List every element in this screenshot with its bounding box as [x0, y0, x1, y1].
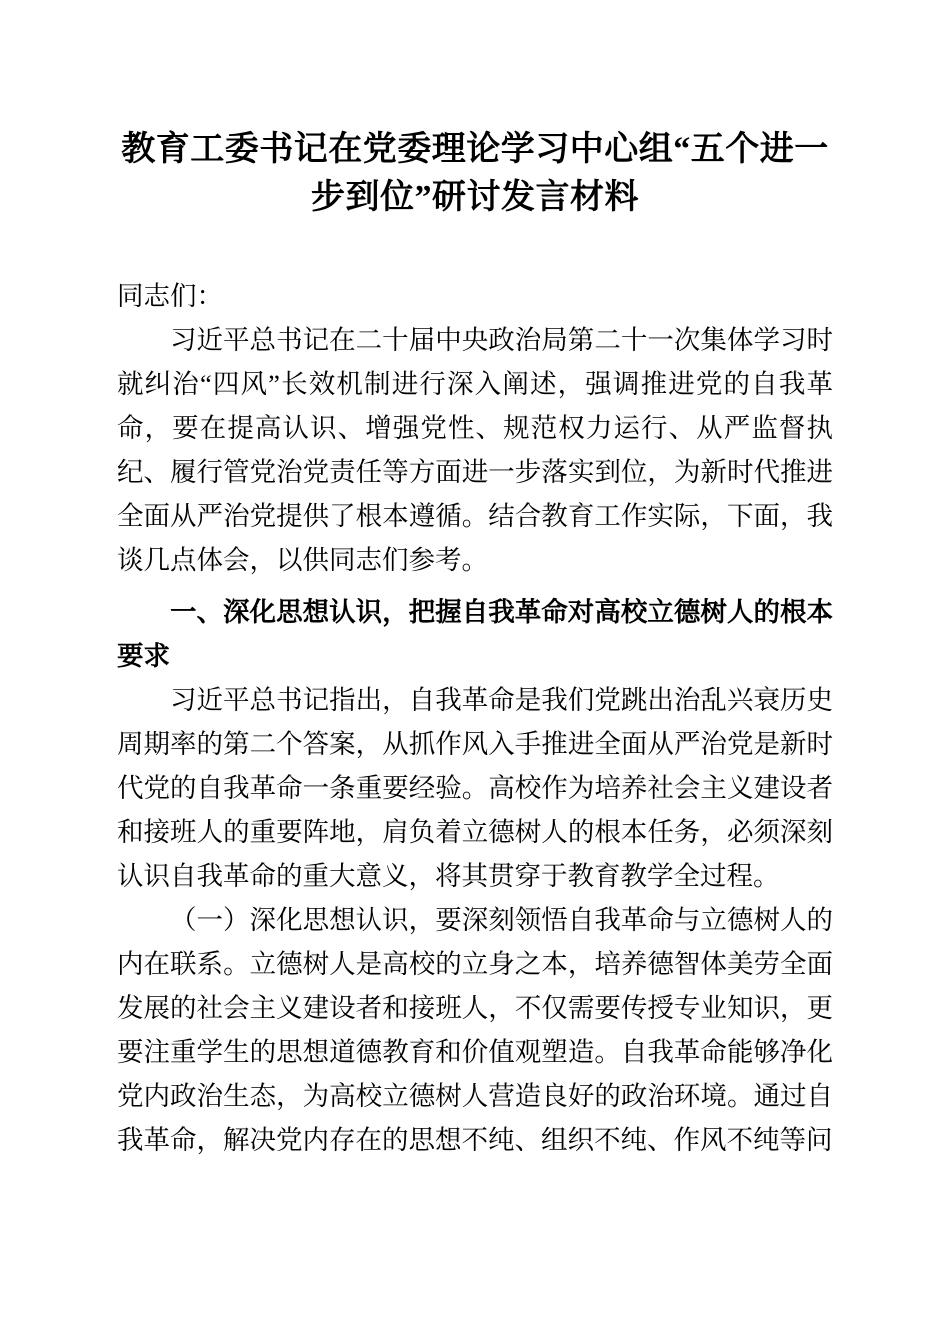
document-title: 教育工委书记在党委理论学习中心组“五个进一步到位”研讨发言材料 — [121, 131, 829, 216]
section-1-overview-paragraph: 习近平总书记指出，自我革命是我们党跳出治乱兴衰历史周期率的第二个答案，从抓作风入手推进全面从严治党是新时代党的自我革命一条重要经验。高校作为培养社会主义建设者和接班人的重要阵地，肩负着立德树人的根本任务，必须深刻认识自我革命的重大意义，将其贯穿于教育教学全过程。 — [117, 685, 833, 891]
intro-paragraph: 习近平总书记在二十届中央政治局第二十一次集体学习时就纠治“四风”长效机制进行深入阐述，强调推进党的自我革命，要在提高认识、增强党性、规范权力运行、从严监督执纪、履行管党治党责任等方面进一步落实到位，为新时代推进全面从严治党提供了根本遵循。结合教育工作实际，下面，我谈几点体会，以供同志们参考。 — [117, 325, 833, 575]
point-1-lead-sentence: （一）深化思想认识，要深刻领悟自我革命与立德树人的内在联系。 — [117, 905, 833, 979]
salutation: 同志们： — [117, 281, 223, 311]
section-1-point-1-paragraph — [117, 898, 833, 1162]
document-body — [117, 274, 833, 1162]
point-1-body-text: 立德树人是高校的立身之本，培养德智体美劳全面发展的社会主义建设者和接班人，不仅需要传授专业知识，更要注重学生的思想道德教育和价值观塑造。自我革命能够净化党内政治生态，为高校立德树人营造良好的政治环境。通过自我革命，解决党内存在的思想不纯、组织不纯、作风不纯等问 — [117, 949, 834, 1155]
section-1-heading: 一、深化思想认识，把握自我革命对高校立德树人的根本要求 — [117, 597, 833, 671]
